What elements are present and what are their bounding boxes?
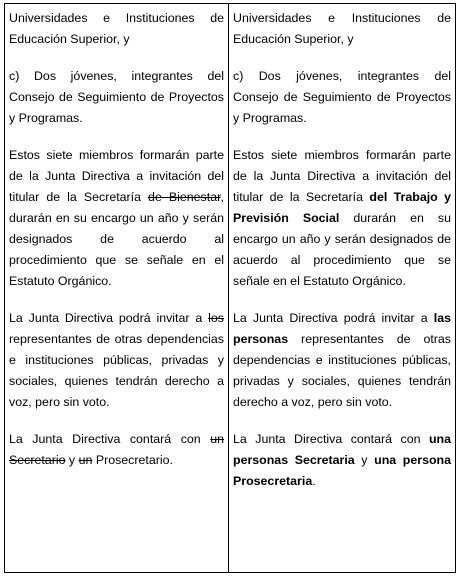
right-paragraph-4 — [233, 308, 451, 413]
bold-text: una personas Secretaria — [233, 432, 451, 467]
bold-text: del Trabajo y Previsión Social — [233, 190, 451, 225]
struck-text: un — [78, 453, 93, 467]
left-paragraph-1: Universidades e Instituciones de Educación Superior, y — [9, 11, 224, 46]
text-segment: La Junta Directiva podrá invitar a — [9, 311, 209, 325]
left-paragraph-5 — [9, 429, 224, 471]
text-segment: representantes de otras dependencias e instituciones públicas, privadas y sociales, quienes tendrán derecho a voz, pero sin voto. — [9, 332, 224, 409]
text-segment: . — [312, 474, 316, 488]
text-segment: La Junta Directiva contará con — [9, 432, 211, 446]
text-segment: Prosecretario. — [92, 453, 173, 467]
comparison-table — [4, 3, 456, 573]
left-paragraph-4 — [9, 308, 224, 413]
text-segment: Estos siete miembros formarán parte de la Junta Directiva a invitación del titular de la Secretaría — [233, 148, 451, 204]
bold-text: las personas — [233, 311, 451, 346]
text-segment: y — [65, 453, 79, 467]
bold-text: una persona Prosecretaria — [233, 453, 451, 488]
left-paragraph-2: c) Dos jóvenes, integrantes del Consejo de Seguimiento de Proyectos y Programas. — [9, 69, 224, 125]
struck-text: un Secretario — [9, 432, 224, 467]
struck-text: de Bienestar — [148, 190, 221, 204]
text-segment: , durarán en su encargo un año y serán designados de acuerdo al procedimiento que se señale en el Estatuto Orgánico. — [9, 190, 224, 288]
right-paragraph-2: c) Dos jóvenes, integrantes del Consejo de Seguimiento de Proyectos y Programas. — [233, 69, 451, 125]
text-segment: durarán en su encargo un año y serán designados de acuerdo al procedimiento que se señale en el Estatuto Orgánico. — [233, 211, 452, 288]
right-paragraph-1: Universidades e Instituciones de Educación Superior, y — [233, 11, 451, 46]
text-segment: La Junta Directiva podrá invitar a — [233, 311, 434, 325]
text-segment: representantes de otras dependencias e instituciones públicas, privadas y sociales, quienes tendrán derecho a voz, pero sin voto. — [233, 332, 451, 409]
left-paragraph-3 — [9, 145, 224, 292]
text-segment: y — [354, 453, 375, 467]
struck-text: los — [208, 311, 224, 325]
text-segment: La Junta Directiva contará con — [233, 432, 429, 446]
right-column-proposed-text — [229, 4, 455, 572]
left-column-current-text — [5, 4, 229, 572]
right-paragraph-3 — [233, 145, 451, 292]
text-segment: Estos siete miembros formarán parte de la Junta Directiva a invitación del titular de la Secretaría — [9, 148, 224, 204]
right-paragraph-5 — [233, 429, 451, 492]
